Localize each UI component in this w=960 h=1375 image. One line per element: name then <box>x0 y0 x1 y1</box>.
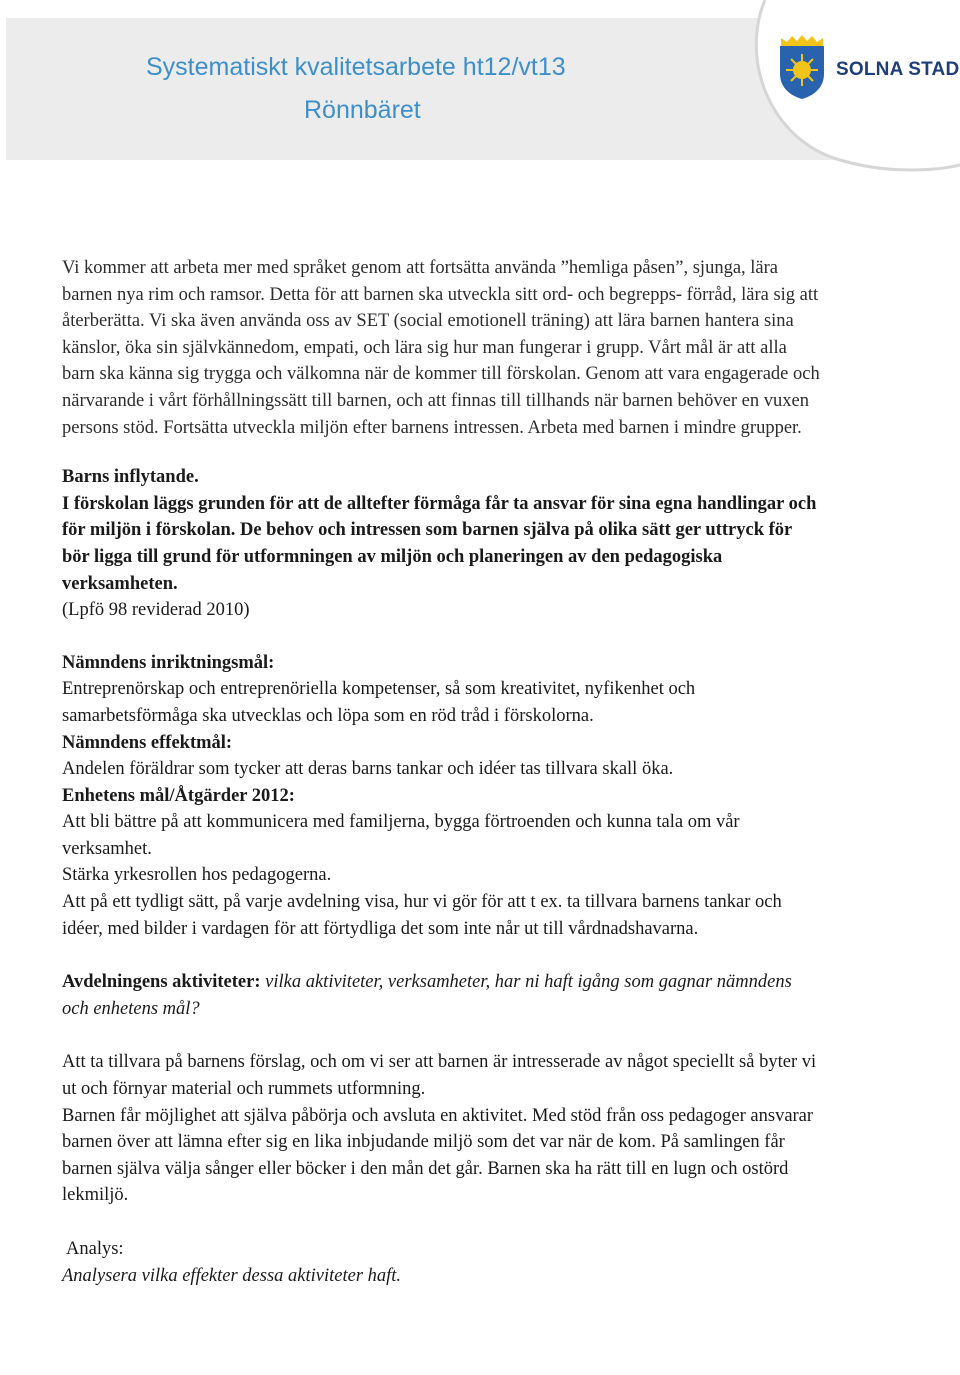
inriktningsmal-text: Entreprenörskap och entreprenöriella kompetenser, så som kreativitet, nyfikenhet och samarbetsförmåga ska utvecklas och löpa som en röd tråd i förskolorna. <box>62 679 696 726</box>
aktiviteter-paragraph: Att ta tillvara på barnens förslag, och om vi ser att barnen är intresserade av något speciellt så byter vi ut och förnyar material och rummets utformning. <box>62 1052 817 1100</box>
enhetens-mal-item: Att bli bättre på att kommunicera med familjerna, bygga förtroenden och kunna tala om vår verksamhet. <box>62 812 740 859</box>
barns-inflytande-heading: Barns inflytande. <box>62 467 199 488</box>
aktiviteter-paragraph: Barnen får möjlighet att själva påbörja och avsluta en aktivitet. Med stöd från oss pedagoger ansvarar barnen över att lämna efter sig en lika inbjudande miljö som det var när de kom. På samlingen får barnen själva välja sånger eller böcker i den mån det går. Barnen ska ha rätt till en lugn och ostörd lekmiljö. <box>62 1105 814 1206</box>
document-body <box>62 255 822 1289</box>
aktiviteter-block <box>62 969 822 1022</box>
aktiviteter-heading: Avdelningens aktiviteter: <box>62 972 261 993</box>
logo-background-shape <box>730 0 960 180</box>
analys-prompt: Analysera vilka effekter dessa aktiviteter haft. <box>62 1265 402 1286</box>
intro-text-part-1: Vi kommer att arbeta mer med språket genom att fortsätta använda ”hemliga påsen”, sjunga, lära barnen nya rim och ramsor. Detta för att barnen ska utveckla sitt ord- och begrepps- förråd, lära sig att återberätta. Vi ska även använda oss av SET (social emotionell träning) att lära barnen hantera sina känslor, öka sin självkännedom, empati, och lära sig hur man fungerar i grupp. <box>62 258 819 358</box>
inriktningsmal-heading: Nämndens inriktningsmål: <box>62 652 275 673</box>
document-title: Systematiskt kvalitetsarbete ht12/vt13 <box>146 53 566 81</box>
effektmal-heading: Nämndens effektmål: <box>62 732 233 753</box>
intro-text-part-2: Vårt mål är att alla barn ska känna sig trygga och välkomna när de kommer till förskolan. Genom att vara engagerade och närvarande i vårt förhållningssätt till barnen, och att finnas till tillhands när barnen behöver en vuxen persons stöd. Fortsätta utveckla miljön efter barnens intressen. Arbeta med barnen i mindre grupper. <box>62 337 820 438</box>
enhetens-mal-heading: Enhetens mål/Åtgärder 2012: <box>62 785 295 806</box>
enhetens-mal-item: Stärka yrkesrollen hos pedagogerna. <box>62 865 332 886</box>
analys-label: Analys: <box>66 1239 124 1259</box>
document-subtitle: Rönnbäret <box>304 96 421 124</box>
intro-paragraph <box>62 255 822 441</box>
aktiviteter-prompt: vilka aktiviteter, verksamheter, har ni haft igång som gagnar nämndens och enhetens mål? <box>62 972 792 1019</box>
enhetens-mal-item: Att på ett tydligt sätt, på varje avdelning visa, hur vi gör för att t ex. ta tillvara barnens tankar och idéer, med bilder i vardagen för att förtydliga det som inte når ut till vårdnadshavarna. <box>62 892 782 939</box>
barns-inflytande-text: I förskolan läggs grunden för att de alltefter förmåga får ta ansvar för sina egna handlingar och för miljön i förskolan. De behov och intressen som barnen själva på olika sätt ger uttryck för bör ligga till grund för utformningen av miljön och planeringen av den pedagogiska verksamheten. <box>62 493 817 594</box>
solna-stad-logo-text: SOLNA STAD <box>836 59 960 80</box>
effektmal-text: Andelen föräldrar som tycker att deras barns tankar och idéer tas tillvara skall öka. <box>62 759 674 780</box>
curriculum-reference: (Lpfö 98 reviderad 2010) <box>62 600 250 621</box>
solna-crest-icon <box>777 34 827 100</box>
